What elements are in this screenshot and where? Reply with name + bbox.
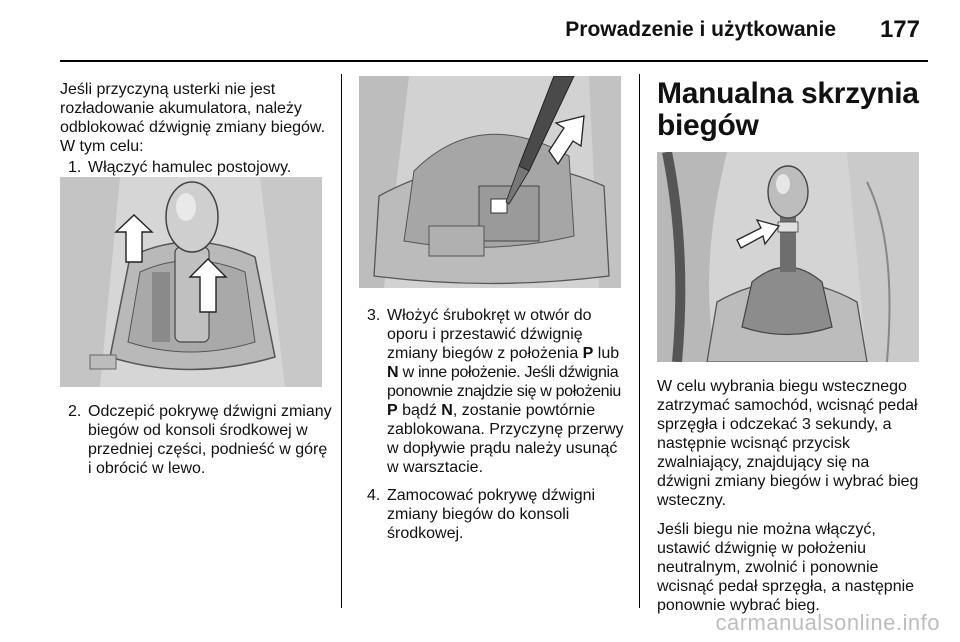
step-4-number: 4. [367, 487, 381, 504]
step-3-text-part: Włożyć śrubokręt w otwór do oporu i przestawić dźwignię zmiany biegów z położenia [387, 307, 592, 362]
intro-paragraph: Jeśli przyczyną usterki nie jest rozładowanie akumulatora, należy odblokować dźwignię zmiany biegów. W tym celu: [60, 81, 326, 155]
selector-lever-illustration [60, 177, 322, 387]
column-1-lower [60, 402, 332, 478]
step-1 [60, 158, 332, 177]
step-3-text [387, 306, 632, 477]
screwdriver-illustration [359, 76, 621, 288]
step-2-number: 2. [68, 403, 82, 420]
step-3-text-part: , zostanie powtórnie zablokowana. Przyczynę przerwy w dopływie prądu należy usunąć w warsztacie. [387, 402, 624, 476]
step-2-text: Odczepić pokrywę dźwigni zmiany biegów od konsoli środkowej w przedniej części, podnieść w górę i obrócić w lewo. [88, 403, 332, 477]
column-divider-left [341, 74, 342, 608]
step-3-number: 3. [367, 307, 381, 324]
step-1-text: Włączyć hamulec postojowy. [88, 159, 292, 176]
step-4 [367, 486, 632, 543]
screwdriver-drawing [359, 76, 621, 288]
step-3-text-part: w inne położenie. Jeśli dźwignia ponownie znajdzie się w położeniu [387, 364, 621, 400]
step-2 [60, 402, 332, 478]
column-3 [657, 377, 927, 615]
column-1 [60, 80, 332, 177]
section-heading-line-1: Manualna skrzynia [657, 77, 919, 110]
position-n-label: N [387, 364, 399, 381]
position-p-label: P [582, 345, 594, 362]
reverse-gear-paragraph: W celu wybrania biegu wstecznego zatrzymać samochód, wcisnąć pedał sprzęgła i odczekać 3 sekundy, a następnie wcisnąć przycisk zwalniający, znajdujący się na dźwigni zmiany biegów i wybrać bieg wsteczny. [657, 378, 919, 509]
page-number: 177 [879, 16, 920, 43]
watermark: carmanualsonline.info [715, 610, 940, 635]
page-title: Prowadzenie i użytkowanie [565, 18, 836, 41]
position-n-label: N [441, 402, 453, 419]
step-4-text: Zamocować pokrywę dźwigni zmiany biegów do konsoli środkowej. [387, 487, 596, 542]
manual-gear-lever-illustration [657, 152, 919, 362]
position-p-label: P [387, 402, 398, 419]
step-3-text-part: bądź [397, 402, 442, 419]
selector-lever-drawing [60, 177, 322, 387]
step-3-text-part: lub [593, 345, 620, 362]
column-divider-right [639, 74, 640, 608]
step-3 [367, 306, 632, 477]
section-heading-line-2: biegów [657, 109, 759, 142]
section-heading [657, 78, 937, 142]
step-1-number: 1. [68, 159, 82, 176]
manual-gear-lever-drawing [657, 152, 919, 362]
gear-retry-paragraph: Jeśli biegu nie można włączyć, ustawić dźwignię w położeniu neutralnym, zwolnić i ponownie wcisnąć pedał sprzęgła, a następnie ponownie wybrać bieg. [657, 521, 915, 614]
page-header [60, 0, 928, 62]
column-2 [367, 306, 632, 543]
